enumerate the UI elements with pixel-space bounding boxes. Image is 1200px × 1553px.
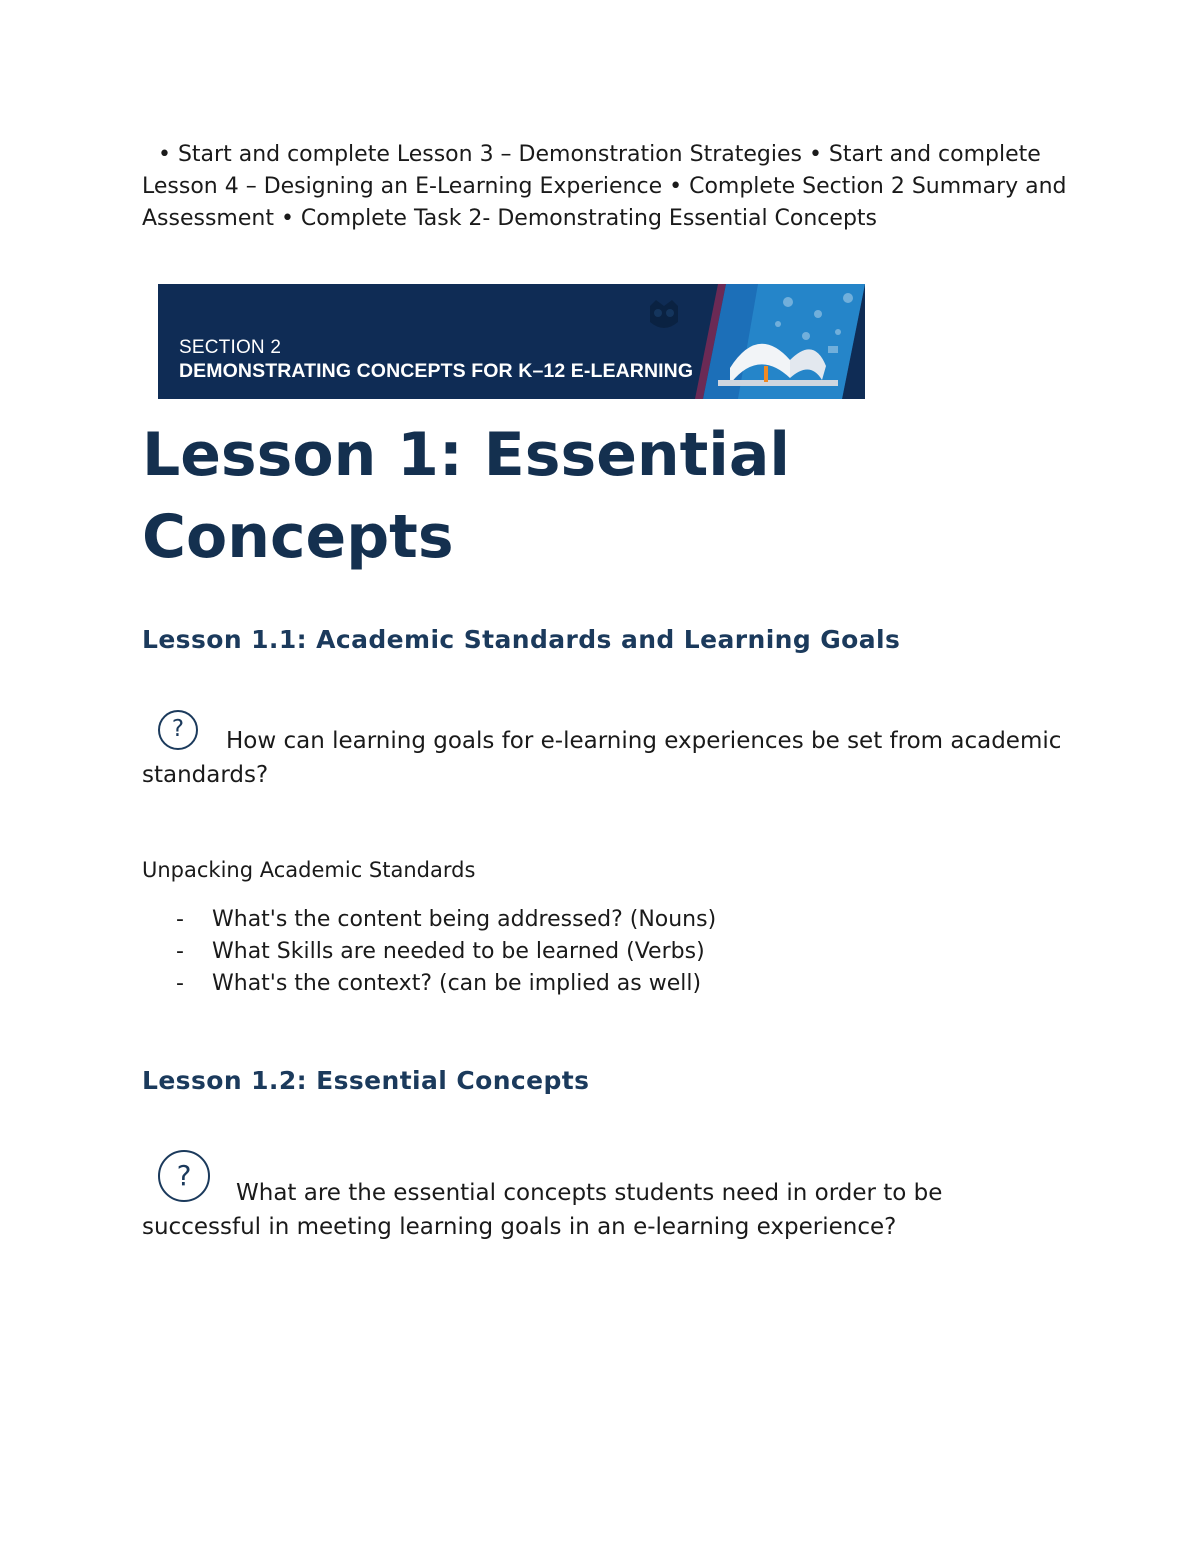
lesson-title: Lesson 1: Essential Concepts — [142, 420, 790, 572]
intro-paragraph — [142, 139, 1072, 235]
unpacking-list — [142, 904, 716, 1000]
banner-section-label: SECTION 2 — [179, 337, 282, 358]
bullet-marker: - — [176, 971, 184, 996]
list-item — [142, 968, 716, 1000]
lesson-1-2-question-text: What are the essential concepts students need in order to be successful in meeting learning goals in an e-learning experience? — [142, 1180, 943, 1240]
list-item — [142, 904, 716, 936]
section-banner — [158, 284, 865, 399]
intro-text: • Start and complete Lesson 3 – Demonstration Strategies • Start and complete Lesson 4 – Designing an E-Learning Experience • Complete Section 2 Summary and Assessment • Complete Task 2- Demonstrating Essential Concepts — [142, 142, 1067, 231]
question-circle-icon: ? — [158, 710, 198, 750]
unpacking-subheading: Unpacking Academic Standards — [142, 858, 476, 882]
bullet-marker: - — [176, 907, 184, 932]
lesson-1-1-question — [142, 724, 1062, 792]
bullet-marker: - — [176, 939, 184, 964]
list-item-text: What Skills are needed to be learned (Verbs) — [212, 939, 705, 964]
lesson-1-1-question-text: How can learning goals for e-learning experiences be set from academic standards? — [142, 728, 1062, 788]
lesson-1-2-heading: Lesson 1.2: Essential Concepts — [142, 1066, 590, 1095]
list-item — [142, 936, 716, 968]
list-item-text: What's the context? (can be implied as well) — [212, 971, 702, 996]
lesson-1-2-question — [142, 1176, 1062, 1244]
question-circle-icon: ? — [158, 1150, 210, 1202]
list-item-text: What's the content being addressed? (Nouns) — [212, 907, 717, 932]
banner-title: DEMONSTRATING CONCEPTS FOR K–12 E-LEARNING — [179, 360, 694, 382]
lesson-1-1-heading: Lesson 1.1: Academic Standards and Learning Goals — [142, 625, 901, 654]
